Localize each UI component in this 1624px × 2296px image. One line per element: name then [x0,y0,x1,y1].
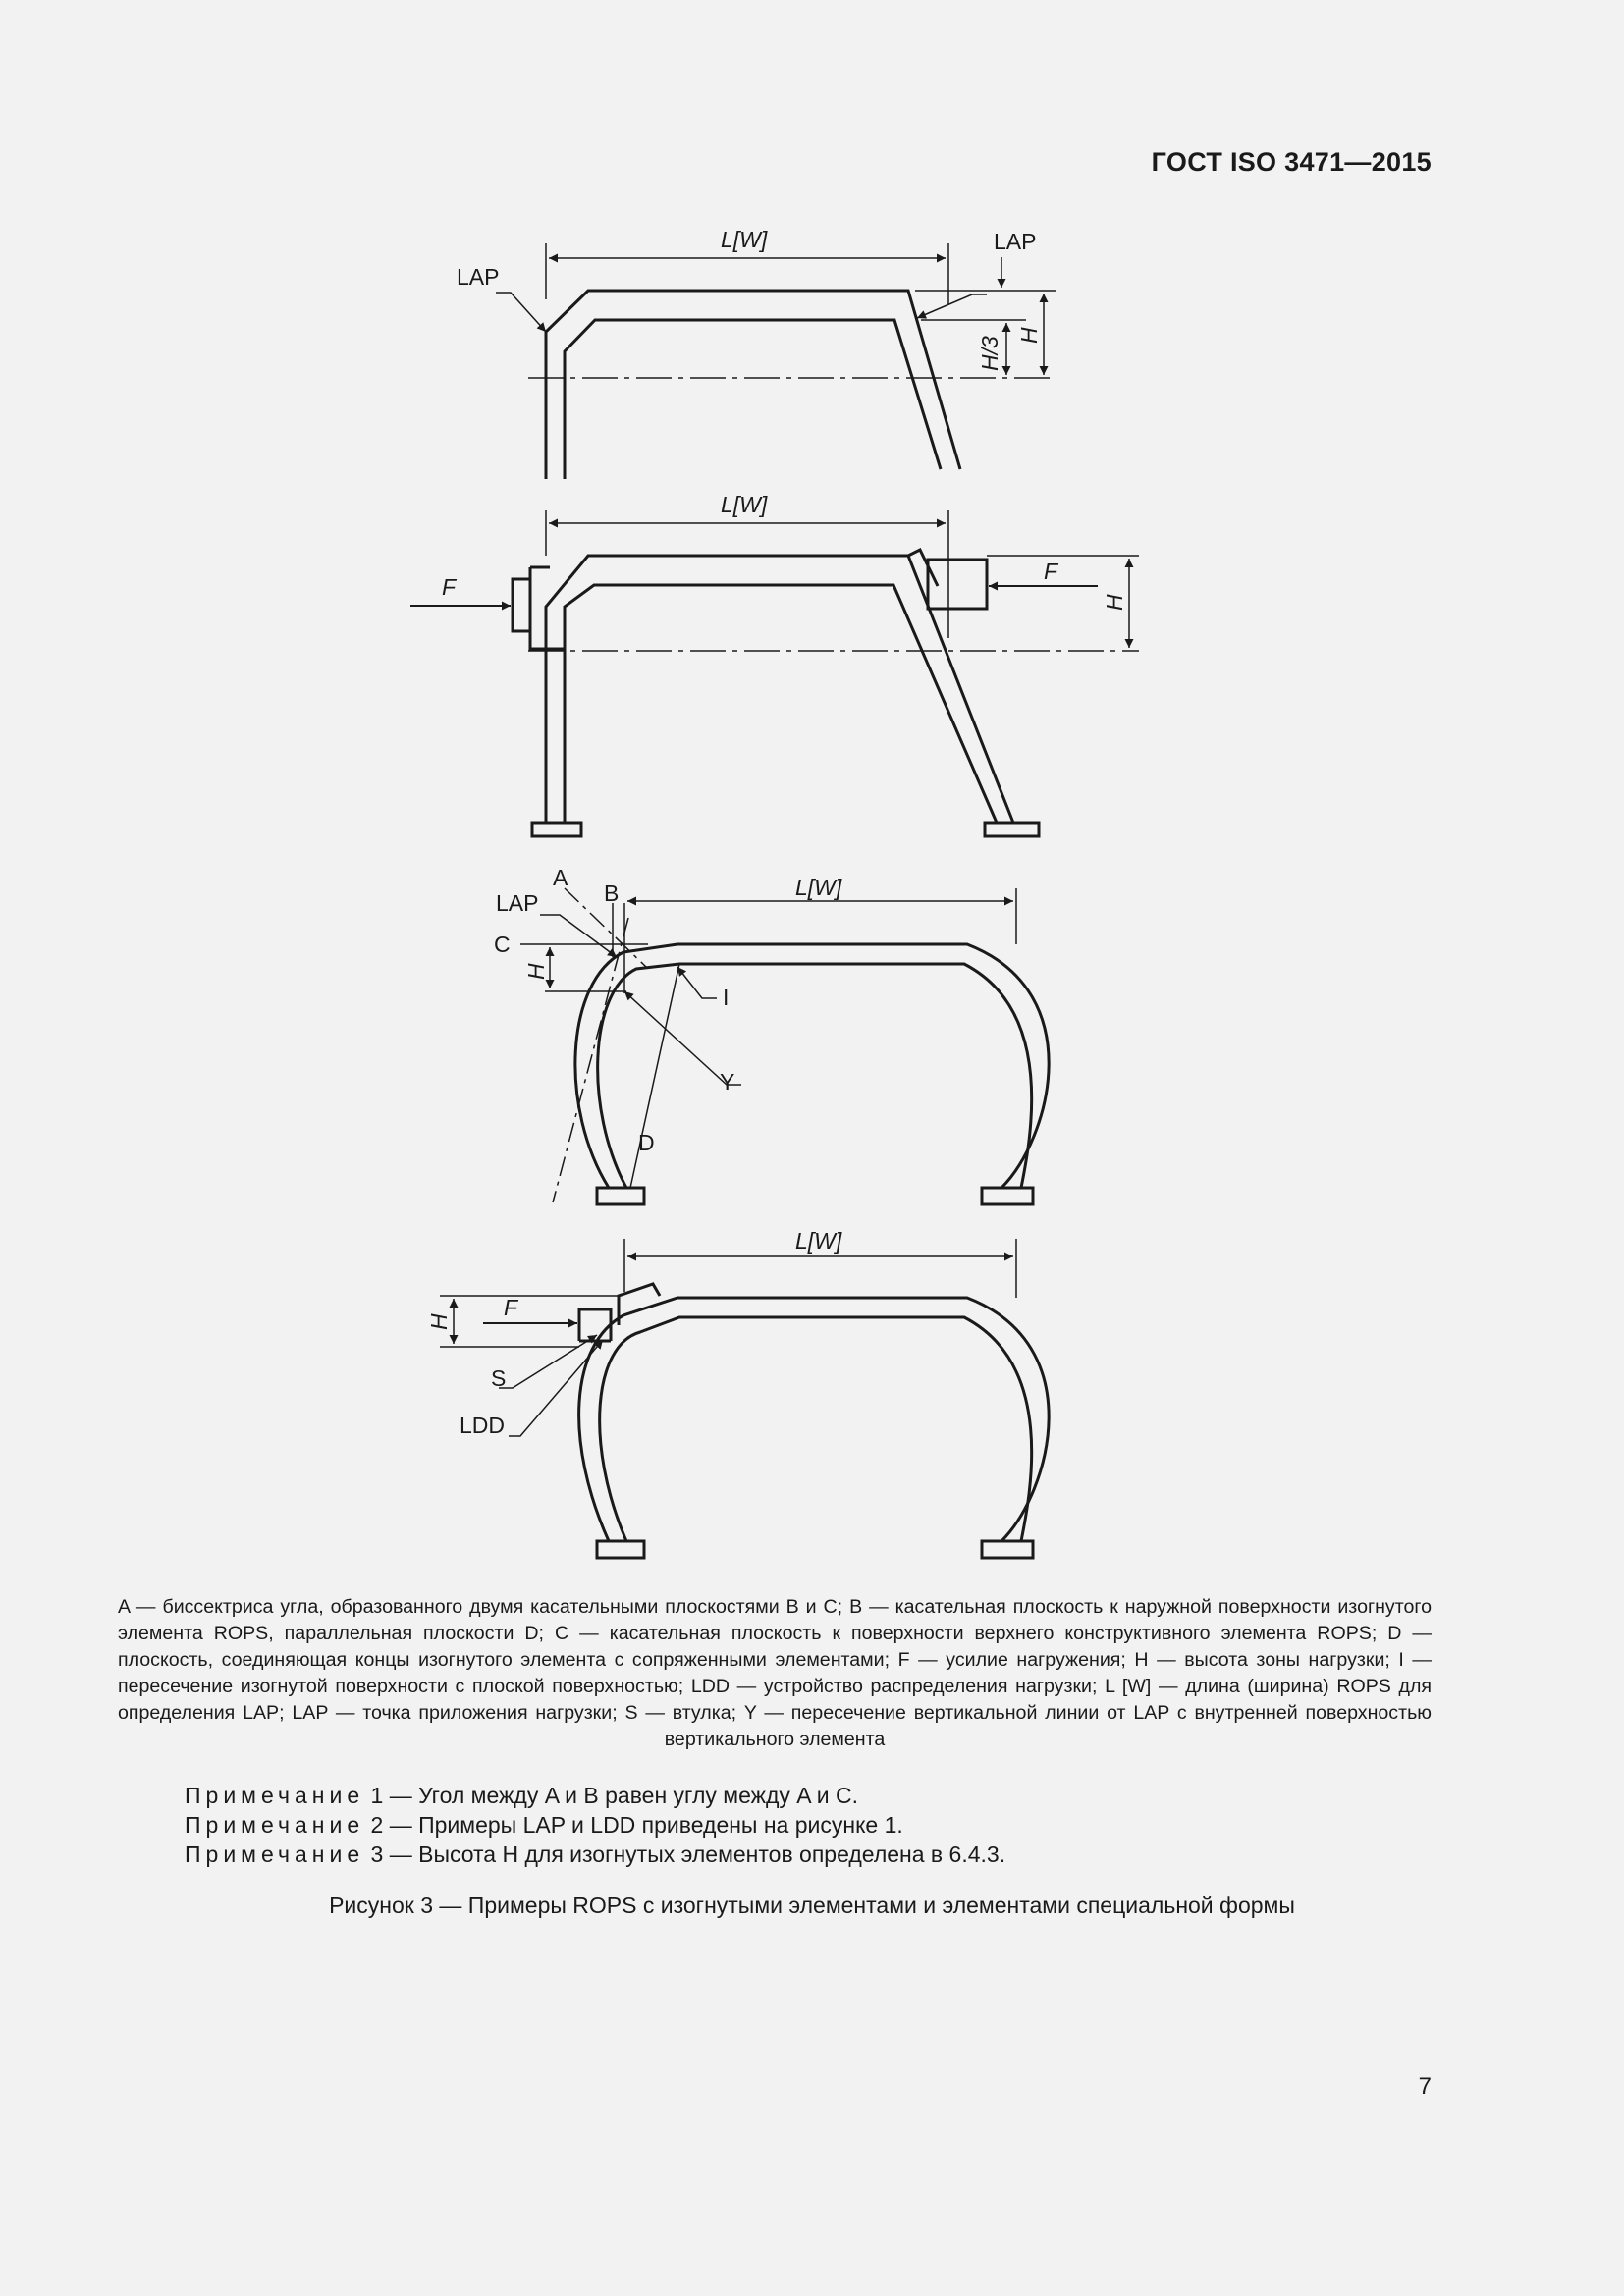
document-header: ГОСТ ISO 3471—2015 [1151,147,1432,177]
label-y-3: Y [720,1069,735,1095]
label-lap-3: LAP [496,890,539,916]
figure-legend: A — биссектриса угла, образованного двумя касательными плоскостями B и C; B — касательная плоскость к наружной поверхности изогнутого элемента ROPS, параллельная плоскости D; C — касательная плоскость к поверхности верхнего конструктивного элемента ROPS; D — плоскость, соединяющая концы изогнутого элемента с сопряженными элементами; F — усилие нагружения; H — высота зоны нагрузки; I — пересечение изогнутой поверхности с плоской поверхностью; LDD — устройство распределения нагрузки; L [W] — длина (ширина) ROPS для определения LAP; LAP — точка приложения нагрузки; S — втулка; Y — пересечение вертикальной линии от LAP с внутренней поверхностью вертикального элемента [118,1596,1432,1750]
label-a-3: A [553,865,568,890]
label-f-2a: F [442,574,457,600]
label-f-4: F [504,1295,518,1320]
label-h-3: H [523,963,549,980]
label-d-3: D [638,1130,655,1155]
label-h-1: H [1016,327,1042,344]
note-prefix: Примечание [185,1812,365,1838]
label-lap-1a: LAP [457,264,500,290]
label-lap-1b: LAP [994,229,1037,254]
label-h-2: H [1102,594,1127,611]
notes-block [185,1781,1005,1869]
figure-caption: Рисунок 3 — Примеры ROPS с изогнутыми элементами и элементами специальной формы [329,1893,1295,1918]
label-lw-1: L[W] [721,227,768,252]
label-b-3: B [604,881,620,906]
note-prefix: Примечание [185,1783,365,1808]
note-1 [185,1781,1005,1810]
label-h-4: H [426,1313,452,1330]
note-2 [185,1810,1005,1840]
label-lw-2: L[W] [721,492,768,517]
page-number: 7 [1418,2073,1432,2100]
diagram-1 [496,243,1056,479]
label-i-3: I [723,985,730,1010]
diagram-2 [410,510,1139,836]
label-c-3: C [494,932,511,957]
note-3 [185,1840,1005,1869]
note-prefix: Примечание [185,1842,365,1867]
label-ldd-4: LDD [460,1413,506,1438]
label-h3-1: H/3 [977,336,1002,371]
note-text: 1 — Угол между A и B равен углу между A и C. [370,1783,858,1808]
diagram-4 [440,1239,1049,1558]
note-text: 2 — Примеры LAP и LDD приведены на рисунке 1. [370,1812,903,1838]
label-f-2b: F [1044,559,1058,584]
label-lw-3: L[W] [795,875,842,900]
note-text: 3 — Высота H для изогнутых элементов определена в 6.4.3. [370,1842,1006,1867]
diagram-3 [520,888,1049,1204]
label-s-4: S [491,1365,507,1391]
label-lw-4: L[W] [795,1228,842,1254]
